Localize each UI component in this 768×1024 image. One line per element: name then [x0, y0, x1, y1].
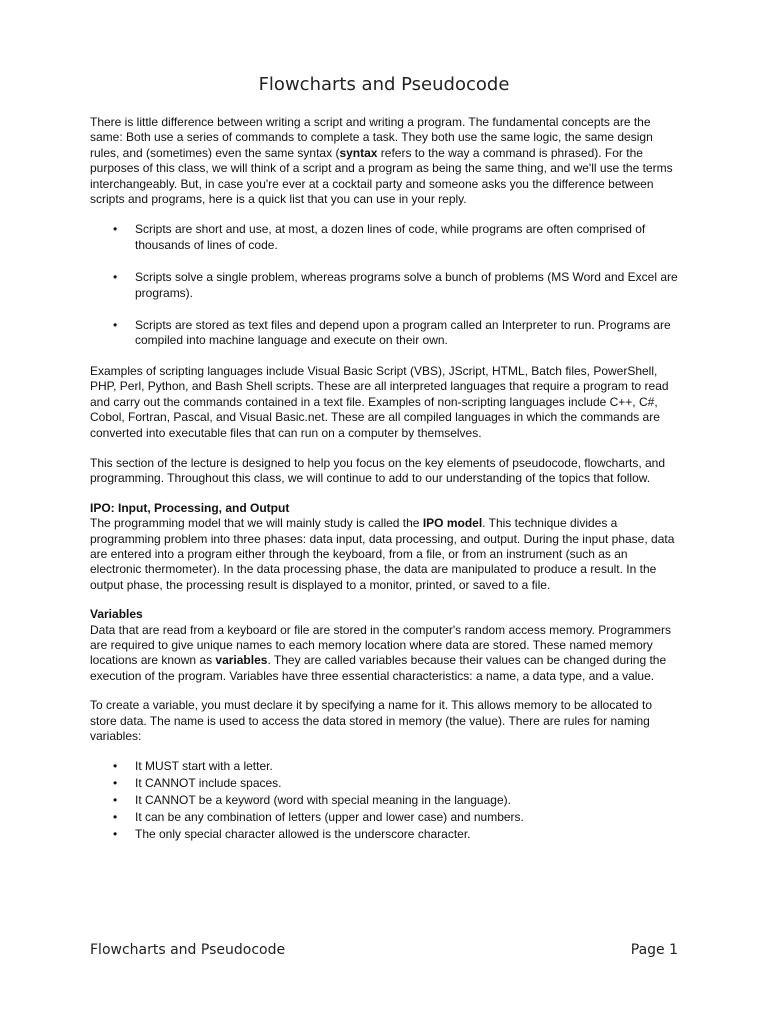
variables-paragraph — [90, 623, 678, 685]
intro-text-before: There is little difference between writing a script and writing a program. The fundamental concepts are the same: Both use a series of commands to complete a task. They both use the same logic, the same design rules, and (sometimes) even the same syntax ( — [90, 115, 653, 160]
document-body — [90, 115, 678, 843]
bullet-icon: • — [113, 270, 118, 285]
list-item-text: The only special character allowed is the underscore character. — [135, 827, 471, 842]
list-item-text: It CANNOT be a keyword (word with special meaning in the language). — [135, 793, 511, 808]
bullet-icon: • — [113, 222, 118, 237]
list-item-text: Scripts are short and use, at most, a dozen lines of code, while programs are often comprised of thousands of lines of code. — [135, 222, 646, 252]
list-item-text: It can be any combination of letters (upper and lower case) and numbers. — [135, 810, 524, 825]
intro-text-after: refers to the way a command is phrased). For the purposes of this class, we will think of a script and a program as being the same thing, and we'll use the terms interchangeably. But, in case you're ever at a cocktail party and someone asks you the difference between scripts and programs, here is a quick list that you can use in your reply. — [90, 145, 673, 207]
list-item — [90, 270, 678, 301]
list-item — [90, 758, 678, 775]
ipo-model-term: IPO model — [422, 516, 483, 531]
ipo-heading: IPO: Input, Processing, and Output — [90, 500, 290, 515]
bullet-icon: • — [113, 759, 118, 774]
ipo-text-before: The programming model that we will mainly study is called the — [90, 516, 423, 531]
intro-paragraph — [90, 115, 678, 207]
ipo-paragraph — [90, 516, 678, 593]
naming-rules-list — [90, 758, 678, 843]
ipo-text-after: . This technique divides a programming problem into three phases: data input, data processing, and output. During the input phase, data are entered into a program either through the keyboard, from a file, or from an instrument (such as an electronic thermometer). In the data processing phase, the data are manipulated to produce a result. In the output phase, the processing result is displayed to a monitor, printed, or saved to a file. — [90, 516, 675, 592]
script-vs-program-list — [90, 222, 678, 348]
declare-paragraph: To create a variable, you must declare it by specifying a name for it. This allows memory to be allocated to store data. The name is used to access the data stored in memory (the value). There are rules for naming variables: — [90, 698, 653, 743]
variables-section — [90, 607, 678, 684]
list-item — [90, 792, 678, 809]
list-item — [90, 222, 678, 253]
bullet-icon: • — [113, 793, 118, 808]
page-footer — [90, 942, 678, 958]
bullet-icon: • — [113, 827, 118, 842]
bullet-icon: • — [113, 810, 118, 825]
variables-term: variables — [215, 653, 268, 668]
ipo-section — [90, 501, 678, 593]
bullet-icon: • — [113, 318, 118, 333]
examples-paragraph: Examples of scripting languages include Visual Basic Script (VBS), JScript, HTML, Batch files, PowerShell, PHP, Perl, Python, and Bash Shell scripts. These are all interpreted languages that require a program to read and carry out the commands contained in a text file. Examples of non-scripting languages include C++, C#, Cobol, Fortran, Pascal, and Visual Basic.net. These are all compiled languages in which the commands are converted into executable files that can run on a computer by themselves. — [90, 363, 669, 440]
variables-text-before: Data that are read from a keyboard or file are stored in the computer's random access memory. Programmers are required to give unique names to each memory location where data are stored. These named memory locations are known as — [90, 622, 671, 668]
list-item-text: It CANNOT include spaces. — [135, 776, 282, 791]
list-item — [90, 318, 678, 349]
list-item — [90, 826, 678, 843]
variables-heading: Variables — [90, 607, 143, 622]
intro-syntax-term: syntax — [339, 145, 378, 160]
list-item-text: It MUST start with a letter. — [135, 759, 273, 774]
list-item-text: Scripts are stored as text files and depend upon a program called an Interpreter to run. Programs are compiled into machine language and execute on their own. — [135, 318, 671, 348]
footer-title: Flowcharts and Pseudocode — [90, 942, 286, 958]
list-item-text: Scripts solve a single problem, whereas programs solve a bunch of problems (MS Word and Excel are programs). — [135, 270, 678, 300]
page-title: Flowcharts and Pseudocode — [258, 74, 510, 95]
list-item — [90, 775, 678, 792]
page-number: Page 1 — [630, 942, 678, 958]
variables-text-after: . They are called variables because their values can be changed during the execution of the program. Variables have three essential characteristics: a name, a data type, and a value. — [90, 653, 667, 683]
bullet-icon: • — [113, 776, 118, 791]
section-paragraph: This section of the lecture is designed to help you focus on the key elements of pseudocode, flowcharts, and programming. Throughout this class, we will continue to add to our understanding of the topics that follow. — [90, 455, 666, 486]
list-item — [90, 809, 678, 826]
